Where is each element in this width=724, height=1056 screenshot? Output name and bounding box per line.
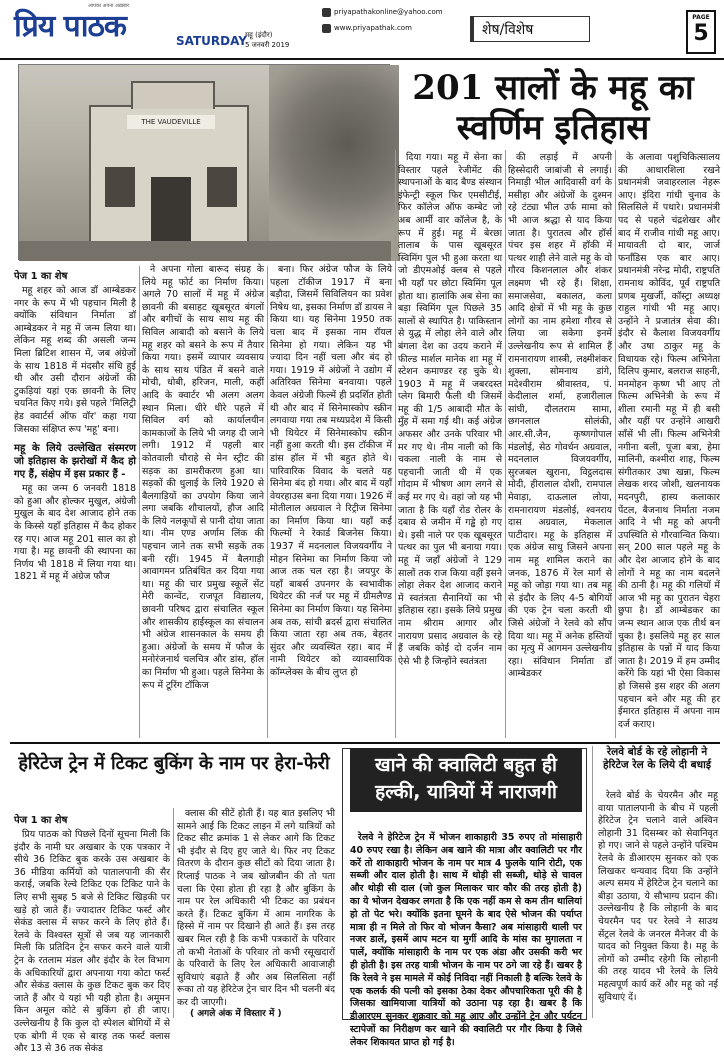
- page-label: PAGE: [692, 14, 710, 21]
- email-icon: [322, 8, 331, 17]
- section-divider: [10, 742, 720, 744]
- contact-info: [322, 4, 443, 36]
- email-row: [322, 4, 443, 20]
- door: [151, 177, 191, 245]
- column-text: महू शहर को आज डॉ आम्बेडकर नगर के रूप में भी पहचान मिली है क्योंकि संविधान निर्माता डॉ आम्बेडकर ने महू में जन्म लिया था। लेकिन महू शब्द की असली जन्म मिला ब्रिटिश शासन में, जब अंग्रेजों के साथ 1818 में मंदसौर संधि हुई थी और उसी दौरान अंग्रेजों की टुकड़ियां यहां एक छावनी के लिए चयनित किए गये। इसे पहले 'मिलिट्री हेड क्वार्टर्स ऑफ वॉर' कहा गया जिसका संक्षिप्त रूप 'महू' बना।: [14, 285, 136, 435]
- globe-icon: [322, 24, 331, 33]
- page-number-box: [686, 10, 716, 54]
- day-name: SATURDAY: [176, 34, 247, 48]
- website-row: [322, 20, 443, 36]
- dateline: [245, 30, 289, 50]
- main-story-column-1: [14, 264, 136, 740]
- continued-note: ( अगले अंक में विस्तार में ): [190, 1009, 282, 1019]
- main-story-column-3: [270, 264, 392, 740]
- column-text: बना। फिर अंग्रेज फौज के लिये पहला टॉकीज 1917 में बना बड़ौदा, जिसमें सिविलियन का प्रवेश निषेध था, इसका निर्माण डॉ डायस ने किया था। यह सिनेमा 1950 तक चला बाद में इसका नाम रॉयल सिनेमा हो गया। लेकिन यह भी ज्यादा दिन नहीं चला और बंद हो गया। 1919 में अंग्रेजों ने उद्योग में अतिरिक्त सिनेमा बनवाया। पहले केवल अंग्रेजी फिल्में ही प्रदर्शित होती थी और बाद में सिनेमास्कोप स्क्रीन लगवाया गया तब मध्यप्रदेश में किसी भी थियेटर में सिनेमास्कोप स्क्रीन नहीं हुआ करती थी। इस टॉकीज में डांस हॉल में भी बहुत होते थे। पारिवारिक विवाद के चलते यह सिनेमा बंद हो गया। और बाद में यहाँ वेयरहाउस बना दिया गया। 1926 में मोतीलाल अग्रवाल ने रिट्रीज सिनेमा का निर्माण किया था। यहाँ कई फिल्मों ने रेकार्ड बिजनेस किया। 1937 में मदनलाल विजयवर्गीय ने मोहन सिनेमा का निर्माण किया जो आज तक चल रहा है। जयपुर के यहाँ बाबर्स उपनगर के स्वभावीक थियेटर की नर्ज पर महू में ग्रीमलैण्ड सिनेमा का निर्माण किया। यह सिनेमा अब तक, सांची ब्रदर्स द्वारा संचालित किया जाता रहा अब तक, बेहतर सुंदर और व्यवस्थित रहा। बाद में नामी थियेटर को व्यावसायिक कॉम्प्लेक्स के बीच लुप्त हो: [270, 264, 392, 678]
- masthead: [0, 0, 724, 60]
- column-text: दिया गया। महू में सेना का विस्तार पहले रेजीमेंट की स्थापनाओं के बाद बैण्ड संस्थान इंफेन्ट्री स्कूल फिर एमसीटीई, फिर कॉलेज ऑफ कम्बेट जो अब आर्मी वार कॉलेज है, के रूप में हुई। महू में बेरछा तालाब के पास खूबसूरत स्विमिंग पुल भी हुआ करता था जो डीएमओई क्लब से पहले भी यहाँ पर छोटा स्विमिंग पूल होता था। हालांकि अब सेना का बड़ा स्विमिंग पूल पिछले 35 सालों से स्थापित है। पाकिस्तान से युद्ध में लोहा लेने वाले और बंगला देश का उदय कराने में फील्ड मार्शल मानेक शा महू में स्टेशन कमाण्डर रह चुके थे। 1903 में महू में जबरदस्त प्लेग बिमारी फैली थी जिसमें महू की 1/5 आबादी मौत के मुँह में समा गई थी। कई अंग्रेज अफसर और उनके परिवार भी मर गए थे। नीम नाली को कि चकला नाली के नाम से पहचानी जाती थी में एक गोदाम में भीषण आग लगने से कई मर गए थे। वहां जो यह भी जाता है कि यहाँ रोड रोलर के दबाव से जमीन में गड्ढे हो गए थे। इसी नाले पर एक खूबसूरत पत्थर का पुल भी बनाया गया। महू में जहाँ अंग्रेजों ने 129 सालों तक राज किया वहीं इसने लोहा लेकर देश आजाद कराने में स्वतंत्रता सैनानियों का भी इतिहास रहा। इसके लिये प्रमुख नाम श्रीराम आगार और नारायण प्रसाद अग्रवाल के रहे हैं जबकि कोई दो दर्जन नाम ऐसे भी है जिन्होंने स्वतंत्रता: [398, 152, 502, 667]
- main-story-column-6: [618, 152, 720, 740]
- story4-body: [598, 790, 718, 1020]
- ground: [19, 241, 391, 261]
- building: [89, 105, 249, 245]
- column-text: के अलावा पशुचिकित्सालय की आधारशिला रखने प्रधानमंत्री जवाहरलाल नेहरू आए। इंदिरा गांधी चुनाव के सिलसिले में पधारे। प्रधानमंत्री पद से पहले चंद्रशेखर और बाद में राजीव गांधी महू आए। मायावती दो बार, जार्ज फर्नांडिस एक बार आए। प्रधानमंत्री नरेन्द्र मोदी, राष्ट्रपति रामनाथ कोविंद, पूर्व राष्ट्रपति प्रणब मुखर्जी, कॉस्ट्रा अध्यक्ष राहुल गांधी भी महू आए। उन्होंने ने प्रजातंत्र सेवा की। इंदौर से कैलाश विजयवर्गीय और उषा ठाकुर महू के विधायक रहे। फिल्म अभिनेता दिलिप कुमार, बलराज साहनी, मनमोहन कृष्ण भी आए तो फिल्म अभिनेत्री के रूप में शीला रमानी महू में ही बसी और यहीं पर उन्होंने आखरी साँसें भी लीं। फिल्म अभिनेत्री नगीना बली, पूजा बत्रा, हेमा मालिनी, कश्मीरा शाह, फिल्म संगीतकार उषा खन्ना, फिल्म लेखक शरद जोशी, खलनायक मदनपुरी, हास्य कलाकार पेंटल, बैजनाथ निर्माता नजम आदि ने भी महू को अपनी उपस्थिति से गौरवान्वित किया। सन् 200 साल पहले महू के और देश आजाद होने के बाद लोगों ने महू का नाम बदलने की ठानी है। महू की गलियों में आज भी महू का पुरातन चेहरा छुपा है। डॉ आम्बेडकर का जन्म स्थान आज एक तीर्थ बन चुका है। इसलिये महू हर साल इतिहास के पन्नों में याद किया जाता है। 2019 में हम उम्मीद करेंगे कि यहां भी ऐसा विकास हो जिससे इस शहर की अलग पहचान बने और महू की हर ईमारत इतिहास में अपना नाम दर्ज कराए।: [618, 152, 720, 730]
- column-text: प्रिय पाठक को पिछले दिनों सूचना मिली कि इंदौर के नामी घर अखबार के एक पत्रकार ने सीधे 36 टिकिट बुक करके उस अखबार के 36 मीडिया कर्मियों को पातालपानी की सैर कराई, जबकि रेल्वे टिकिट एक टिकिट पाने के लिए सभी सुबह 5 बजे से टिकिट खिड़की पर खड़े हो जाते हैं। ज्यादातर टिकिट फर्स्ट और सेकंड क्लास में सफर करने के लिए होते हैं। रेलवे के विश्वस्त सूत्रों से जब यह जानकारी मिली कि प्रतिदिन ट्रेन सफर करने वाले यात्री ट्रेन के रतलाम मंडल और इंदौर के रेल विभाग के अधिकारियों द्वारा अपनाया गया कोटा फर्स्ट और सेकंड क्लास के कुछ टिकट बुक कर दिए जाते हैं और ये यहां भी यही होता है। अमूमन किन अमूल कोटे से बुकिंग हो ही जाए। उल्लेखनीय है कि कुल दो स्पेशल बोगियों में से एक बोगी में एक से बारह तक फर्स्ट क्लास और 13 से 36 तक सेकंड: [14, 829, 170, 1055]
- window-right: [207, 167, 237, 207]
- main-headline: 201 सालों के महू का स्वर्णिम इतिहास: [412, 68, 694, 148]
- email[interactable]: priyapathakonline@yahoo.com: [334, 8, 443, 16]
- column-text: ने अपना गोला बारूद संग्रह के लिये महू फोर्ट का निर्माण किया। अगले 70 सालों में महू में अंग्रेज छावनी की बसाहट खूबसूरत बंगलों और बगीचों के साथ साथ महू की सिविल आबादी को बसाने के लिये महू शहर को बसने के रूप में तैयार किया गया। इसमें व्यापार व्यवसाय के साथ साथ पंडित में बसने वाले मोची, धोबी, हरिजन, माली, कहीं आदि के क्वार्टर भी अलग अलग स्थान मिला। धीरे धीरे पहले में सिविल वर्ग को कार्यालयीन कामकाजों के लिये भी जगह दी जाने लगी। 1912 में पहली बार कोतवाली चौराहे से मेन स्ट्रीट की सड़क का डामरीकरण हुआ था। सड़कों की धुलाई के लिये 1920 से बैलगाड़ियों का उपयोग किया जाने लगा जबकि शौचालयों, हौज आदि के लिये नलकूपों से पानी दोया जाता था। नीम एण्ड अर्णाम लिंक की पहचान जाने तक सभी सड़कें तक बनी रहीं। 1945 में बैलगाड़ी आवागमन प्रतिबंधित कर दिया गया था। महू की चार प्रमुख स्कूलें सेंट मेरी कान्वेंट, राजपूत विद्यालय, छावनी परिषद द्वारा संचालित स्कूल और शासकीय हाईस्कूल का संचालन भी अंग्रेज शासनकाल के समय ही हुआ। अंग्रेजों के समय में फौज के मनोरंजनार्थ चलचित्र और डांस, हॉल का निर्माण भी हुआ। पहले सिनेमा के रूप में टूरिंग टॉकिज: [142, 264, 264, 691]
- page-number: 5: [693, 21, 709, 46]
- story3-body: [350, 832, 582, 1048]
- window-left: [105, 167, 135, 207]
- column-text: की लड़ाई में अपनी हिस्सेदारी जाबांजी से लगाई। निमाड़ी भील आदिवासी वर्ग के मसीहा और अंग्रेजों के दुश्मन रहे टंट्या भील उर्फ मामा को भी आज श्रद्धा से याद किया जाता है। पुरातत्व और हॉर्स पंचर इस शहर में हॉकी में पत्थर शाही लेने वाले महू के वो गौरव किशनलाल और शंकर लक्ष्मण भी रहे हैं। शिक्षा, समाजसेवा, बकालत, कला आदि क्षेत्रों में भी महू के कुछ लोगों का नाम हमेशा गौरव से लिया जा सकेगा इनमें उल्लेखनीय रूप से शामिल हैं रामनारायण शास्त्री, लक्ष्मीशंकर शुक्ला, सोमनाथ डांगे, मदेश्वीराम श्रीवास्तव, पं. केदीलाल शर्मा, हजारीलाल सांघी, दौलतराम सामा, छगनलाल सोलंकी, आर.सी.जैन, कृष्णगोपाल मंडलोई, सेठ गोवर्धन अग्रवाल, मदनलाल विजयवर्गीय, सुरजबल खुराना, विट्ठलदास मोदी, हीरालाल दोशी, रामपाल मेवाड़ा, दाऊलाल लोया, रामनारायण मंडलोई, श्वनराय दास अग्रवाल, मेकलाल पाटीदार। महू के इतिहास में एक अंग्रेज साधु जिसने अपना नाम महू शामिल कराने का जनक, 1876 में रेल मार्ग से महू को जोड़ा गया था। तब महू से इंदौर के लिए 4-5 बोगियों की एक ट्रेन चला करती थी जिसे अंग्रेजों ने रेलवे को सौंप दिया था। महू में अनेक हस्तियों का मृत्यु में आगमन उल्लेखनीय रहा। संविधान निर्माता डॉ आम्बेडकर: [508, 152, 612, 680]
- subheading: पेज 1 का शेष: [14, 815, 68, 826]
- logo-tagline: आपका अपना अख़बार: [88, 3, 130, 9]
- subheading: महू के लिये उल्लेखित संस्मरण जो इतिहास के झरोखों में कैद हो गए हैं, संक्षेप में इस प्रकार हैं -: [14, 443, 136, 481]
- story4-headline: रेलवे बोर्ड के रहे लोहानी ने हेरिटेज रेल के लिये दी बधाई: [603, 746, 711, 771]
- newspaper-logo: प्रिय पाठक: [14, 9, 126, 44]
- city: महू (इंदौर): [245, 31, 273, 39]
- story3-headline: खाने की क्वालिटी बहुत ही हल्की, यात्रियों में नाराजगी: [350, 748, 582, 812]
- story2-column-2: [177, 808, 335, 1006]
- website[interactable]: www.priyapathak.com: [334, 24, 412, 32]
- story2-headline: हेरिटेज ट्रेन में टिकट बुकिंग के नाम पर हेरा-फेरी: [18, 753, 330, 774]
- main-story-column-2: [142, 264, 264, 740]
- subheading: पेज 1 का शेष: [14, 271, 68, 282]
- column-text: क्लास की सीटें होती हैं। यह बात इसलिए भी सामने आई कि टिकट लाइन में लगे यात्रियों को टिकट सीट क्रमांक 1 से लेकर आगे कि टिकट भी इंदौर से दिए हुए जाते थे। फिर नए टिकट वितरण के दौरान कुछ सीटों को दिया जाता है। रिप्लाई पाठक ने जब खोजबीन की तो पता चला कि ऐसा होता ही रहा है और बुकिंग के नाम पर रेल अधिकारी भी टिकट का प्रबंधन करते हैं। टिकट बुकिंग में आम नागरिक के हिस्से में नाम पर दिखाने ही आते हैं। इस तरह खबर मिल रही है कि कभी पत्रकारों के परिवार तो कभी नेताओं के परिवार तो कभी रसूखदारों के परिवारों के लिए रेल अधिकारी आवाजाही सुविधाएं बढ़ाते हैं और अब सिलसिला नहीं रूका तो यह हेरिटेज ट्रेन चार दिन भी चलनी बंद कर दी जाएगी।: [177, 808, 335, 1008]
- column-text: महू का जन्म 6 जनवरी 1818 को हुआ और होल्कर मुखुल, अंग्रेजी मुखुल के बाद देश आजाद होने तक के किस्से यहाँ इतिहास में कैद होकर रह गए। आज महू 201 साल का हो गया है। महू छावनी की स्थापना का निर्णय भी 1818 में लिया गया था। 1821 में महू में अंग्रेज फौज: [14, 483, 136, 583]
- column-text: रेलवे ने हेरिटेज ट्रेन में भोजन शाकाहारी 35 रुपए तो मांसाहारी 40 रुपए रखा है। लेकिन अब खाने की मात्रा और क्वालिटी पर गौर करें तो शाकाहारी भोजन के नाम पर मात्र 4 फुलके यानि रोटी, एक सब्जी और दाल होती है। साथ में थोड़ी सी सब्जी, थोड़े से चावल और थोड़ी सी दाल (जो कुल मिलाकर चार कौर की तरह होती है) का ये भोजन देखकर लगता है कि एक नहीं कम से कम तीन थालियां हो तो पेट भरे। क्योंकि इतना घूमने के बाद ऐसे भोजन की पर्याप्त मात्रा ही न मिले तो फिर वो भोजन कैसा? अब मांसाहारी थाली पर नजर डालें, इसमें आप मटन या मुर्गी आदि के मांस का मुगालता न पालें, क्योंकि मांसाहारी के नाम पर एक अंडा और उसकी करी भर ही होती है। इस तरह यात्री भोजन के नाम पर ठगे जा रहे हैं। खबर है कि रेलवे ने इस मामले में कोई निविदा नहीं निकाली है बल्कि रेलवे के एक कलर्क की पत्नी को इसका ठेका देकर औपचारिकता पूरी की है जिसका खामियाजा यात्रियों को उठाना पड़ रहा है। खबर है कि डीआरएम सुनकर शुक्रवार को महू आए और उन्होंने ट्रेन और पर्यटन स्टापेजों का निरीक्षण कर खाने की क्वालिटी पर गौर किया है जिसे लेकर शिकायत प्राप्त हो गई है।: [350, 832, 582, 1048]
- main-story-column-5: [508, 152, 612, 740]
- tree: [269, 65, 399, 261]
- building-sign: THE VAUDEVILLE: [127, 115, 215, 129]
- story2-column-1: [14, 808, 170, 1055]
- section-label: शेष/विशेष: [470, 16, 590, 42]
- date: 5 जनवरी 2019: [245, 41, 290, 49]
- main-story-column-4: [398, 152, 502, 740]
- column-text: रेलवे बोर्ड के चेयरमैन और महू वाया पातालपानी के बीच में पहली हेरिटेज ट्रेन चलाने वाले अश्विन लोहानी 31 दिसम्बर को सेवानिवृत हो गए। जाने से पहले उन्होंने पश्चिम रेलवे के डीआरएम सुनकर को एक लिखकर धन्यवाद दिया कि उन्होंने अल्प समय में हेरिटेज ट्रेन चलाने का बीड़ा उठाया, ये सौभाग्य प्रदान की। उल्लेखनीय है कि लोहानी के बाद चेयरमैन पद पर रेलवे ने साउथ सेंट्रल रेलवे के जनरल मैनेजर वी के यादव को नियुक्त किया है। महू के लोगों को उम्मीद रहेगी कि लोहानी की तरह यादव भी रेलवे के लिये महत्वपूर्ण कार्य करें और महू को नई सुविधाएं दें।: [598, 790, 718, 1003]
- historic-photo: [18, 64, 390, 260]
